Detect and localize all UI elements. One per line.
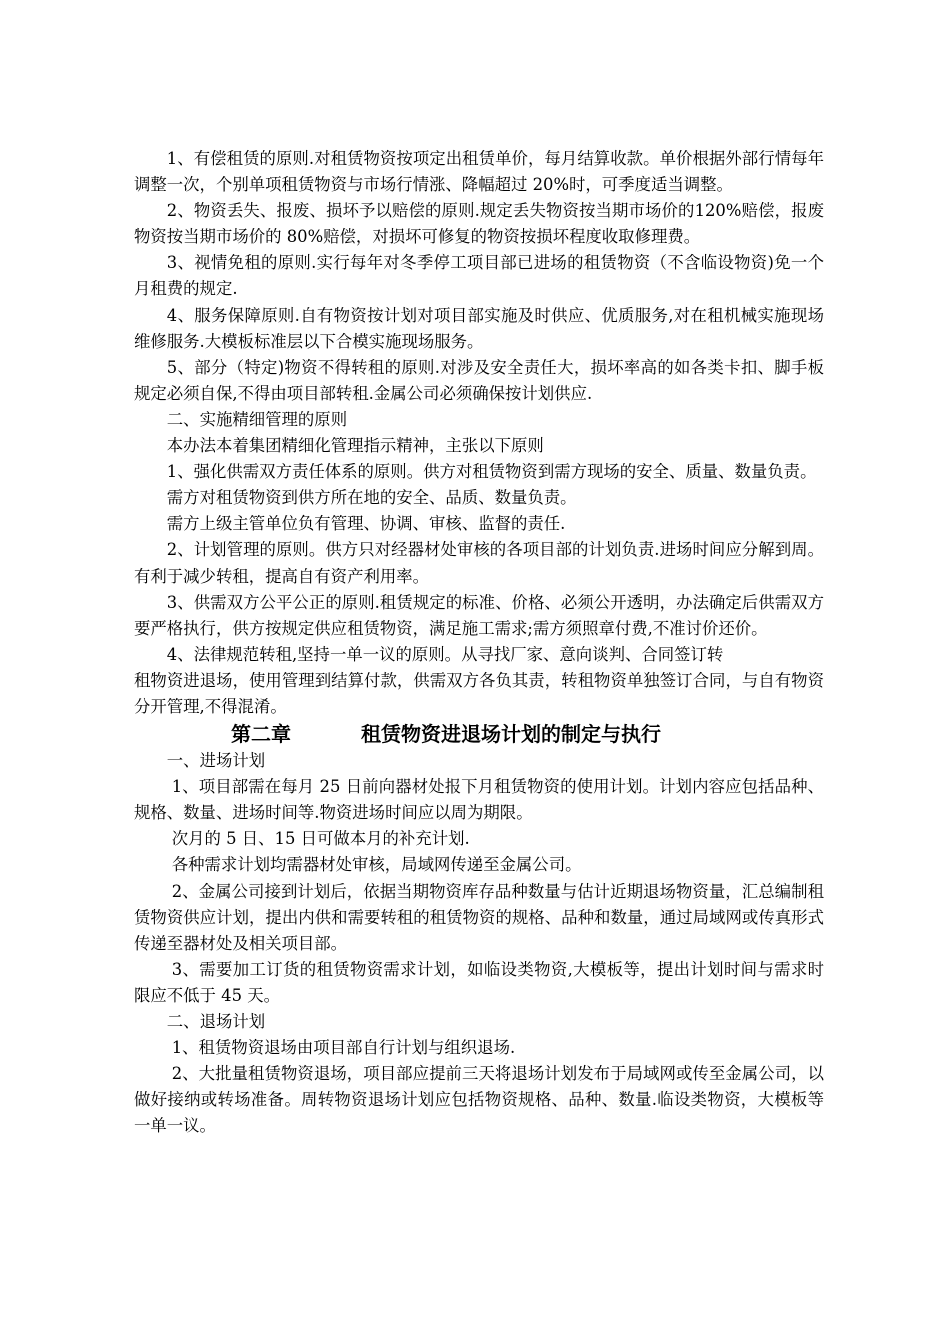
paragraph-rental-paid-principle: 1、有偿租赁的原则.对租赁物资按项定出租赁单价，每月结算收款。单价根据外部行情每年调整一次，个别单项租赁物资与市场行情涨、降幅超过 20%时，可季度适当调整。 [134,149,824,195]
paragraph-intro-principles: 本办法本着集团精细化管理指示精神，主张以下原则 [166,436,544,456]
paragraph-rent-exemption-principle: 3、视情免租的原则.实行每年对冬季停工项目部已进场的租赁物资（不含临设物资)免一个月租费的规定. [134,253,824,299]
paragraph-no-sublease-principle: 5、部分（特定)物资不得转租的原则.对涉及安全责任大，损坏率高的如各类卡扣、脚手板规定必须自保,不得由项目部转租.金属公司必须确保按计划供应. [134,357,824,403]
paragraph-supervisor-responsibility: 需方上级主管单位负有管理、协调、审核、监督的责任. [166,514,566,534]
paragraph-bulk-exit: 2、大批量租赁物资退场，项目部应提前三天将退场计划发布于局域网或传至金属公司，以做好接纳或转场准备。周转物资退场计划应包括物资规格、品种、数量.临设类物资，大模板等一单一议。 [134,1064,824,1136]
section-heading-entry-plan: 一、进场计划 [166,751,266,771]
paragraph-processing-order: 3、需要加工订货的租赁物资需求计划，如临设类物资,大模板等，提出计划时间与需求时限应不低于 45 天。 [134,959,824,1005]
paragraph-plan-review: 各种需求计划均需器材处审核，局域网传递至金属公司。 [171,855,582,875]
paragraph-exit-self-plan: 1、租赁物资退场由项目部自行计划与组织退场. [171,1038,516,1058]
paragraph-legal-sublease-continued: 租物资进退场，使用管理到结算付款，供需双方各负其责，转租物资单独签订合同，与自有物资分开管理,不得混淆。 [134,670,824,716]
section-heading-exit-plan: 二、退场计划 [166,1012,266,1031]
paragraph-demander-responsibility: 需方对租赁物资到供方所在地的安全、品质、数量负责。 [166,488,577,508]
chapter-number: 第二章 [231,722,291,747]
section-heading-fine-management: 二、实施精细管理的原则 [166,409,348,429]
paragraph-supplementary-plan: 次月的 5 日、15 日可做本月的补充计划. [171,829,470,849]
chapter-title: 租赁物资进退场计划的制定与执行 [361,722,661,747]
paragraph-supply-plan: 2、金属公司接到计划后，依据当期物资库存品种数量与估计近期退场物资量，汇总编制租赁物资供应计划，提出内供和需要转租的租赁物资的规格、品种和数量，通过局域网或传真形式传递至器材处及相关项目部。 [134,881,824,953]
document-body [134,146,824,1139]
chapter-heading [134,720,824,748]
paragraph-legal-sublease: 4、法律规范转租,坚持一单一议的原则。从寻找厂家、意向谈判、合同签订转 [166,644,724,664]
paragraph-plan-management: 2、计划管理的原则。供方只对经器材处审核的各项目部的计划负责.进场时间应分解到周。有利于减少转租，提高自有资产利用率。 [134,540,824,586]
paragraph-service-principle: 4、服务保障原则.自有物资按计划对项目部实施及时供应、优质服务,对在租机械实施现场维修服务.大模板标准层以下合模实施现场服务。 [134,305,824,351]
paragraph-responsibility-system: 1、强化供需双方责任体系的原则。供方对租赁物资到需方现场的安全、质量、数量负责。 [166,462,817,482]
paragraph-fairness-principle: 3、供需双方公平公正的原则.租赁规定的标准、价格、必须公开透明，办法确定后供需双方要严格执行，供方按规定供应租赁物资，满足施工需求;需方须照章付费,不准讨价还价。 [134,592,824,638]
paragraph-monthly-plan: 1、项目部需在每月 25 日前向器材处报下月租赁物资的使用计划。计划内容应包括品种、规格、数量、进场时间等.物资进场时间应以周为期限。 [134,777,824,823]
paragraph-compensation-principle: 2、物资丢失、报废、损坏予以赔偿的原则.规定丢失物资按当期市场价的120%赔偿，报废物资按当期市场价的 80%赔偿，对损坏可修复的物资按损坏程度收取修理费。 [134,201,824,247]
